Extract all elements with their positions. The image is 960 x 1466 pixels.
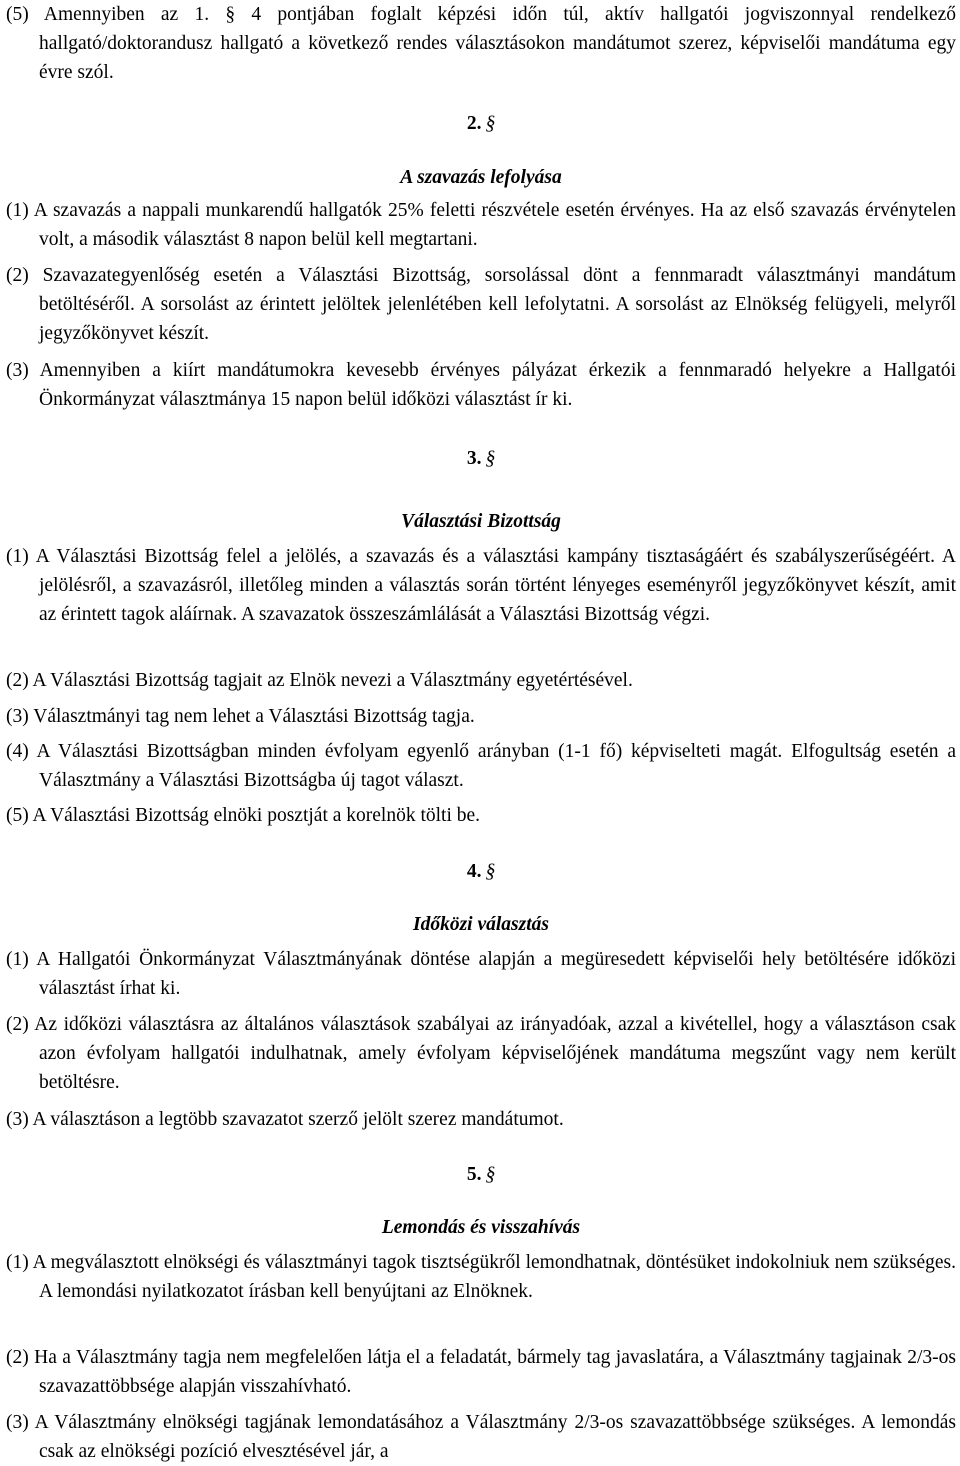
section-title: A szavazás lefolyása bbox=[400, 167, 562, 188]
paragraph: (2) Ha a Választmány tagja nem megfelelően látja el a feladatát, bármely tag javaslatára, a Választmány tagjainak 2/3-os szavazattöbbsége alapján visszahívható. bbox=[6, 1347, 956, 1397]
paragraph: (3) A Választmány elnökségi tagjának lemondatásához a Választmány 2/3-os szavazattöbbsége szükséges. A lemondás csak az elnökségi pozíció elvesztésével jár, a bbox=[6, 1412, 956, 1462]
paragraph: (2) Az időközi választásra az általános választások szabályai az irányadóak, azzal a kivétellel, hogy a választáson csak azon évfolyam hallgatói indulhatnak, amely évfolyam képviselőjének mandátuma megszűnt vagy nem került betöltésre. bbox=[6, 1014, 956, 1093]
paragraph: (3) Választmányi tag nem lehet a Választási Bizottság tagja. bbox=[6, 706, 475, 727]
section-number: 3. § bbox=[466, 448, 496, 469]
paragraph: (4) A Választási Bizottságban minden évfolyam egyenlő arányban (1-1 fő) képviselteti magát. Elfogultság esetén a Választmány a Választási Bizottságba új tagot választ. bbox=[6, 741, 956, 791]
paragraph: (5) A Választási Bizottság elnöki posztját a korelnök tölti be. bbox=[6, 805, 481, 826]
paragraph: (1) A Hallgatói Önkormányzat Választmányának döntése alapján a megüresedett képviselői hely betöltésére időközi választást írhat ki. bbox=[6, 949, 956, 999]
paragraph: (1) A megválasztott elnökségi és választmányi tagok tisztségükről lemondhatnak, döntésüket indokolniuk nem szükséges. A lemondási nyilatkozatot írásban kell benyújtani az Elnöknek. bbox=[6, 1252, 956, 1302]
paragraph: (2) Szavazategyenlőség esetén a Választási Bizottság, sorsolással dönt a fennmaradt választmányi mandátum betöltéséről. A sorsolást az érintett jelöltek jelenlétében kell lefolytatni. A sorsolást az Elnökség felügyeli, melyről jegyzőkönyvet készít. bbox=[6, 265, 956, 344]
paragraph: (3) A választáson a legtöbb szavazatot szerző jelölt szerez mandátumot. bbox=[6, 1109, 564, 1130]
section-sign-icon: § bbox=[485, 448, 496, 469]
paragraph: (3) Amennyiben a kiírt mandátumokra kevesebb érvényes pályázat érkezik a fennmaradó helyekre a Hallgatói Önkormányzat választmánya 15 napon belül időközi választást ír ki. bbox=[6, 360, 956, 410]
paragraph: (2) A Választási Bizottság tagjait az Elnök nevezi a Választmány egyetértésével. bbox=[6, 670, 633, 691]
section-sign-icon: § bbox=[485, 861, 496, 882]
section-number: 5. § bbox=[466, 1164, 496, 1185]
section-number: 2. § bbox=[466, 113, 496, 134]
section-number: 4. § bbox=[466, 861, 496, 882]
section-sign-icon: § bbox=[485, 113, 496, 134]
section-sign-icon: § bbox=[485, 1164, 496, 1185]
section-title: Lemondás és visszahívás bbox=[381, 1217, 581, 1238]
section-title: Időközi választás bbox=[413, 914, 549, 935]
section-title: Választási Bizottság bbox=[401, 511, 561, 532]
paragraph: (1) A szavazás a nappali munkarendű hallgatók 25% feletti részvétele esetén érvényes. Ha az első szavazás érvénytelen volt, a második választást 8 napon belül kell megtartani. bbox=[6, 200, 956, 250]
intro-paragraph: (5) Amennyiben az 1. § 4 pontjában foglalt képzési időn túl, aktív hallgatói jogviszonnyal rendelkező hallgató/doktorandusz hallgató a következő rendes választásokon mandátumot szerez, képviselői mandátuma egy évre szól. bbox=[6, 4, 956, 83]
paragraph: (1) A Választási Bizottság felel a jelölés, a szavazás és a választási kampány tisztaságáért és szabályszerűségéért. A jelölésről, a szavazásról, illetőleg minden a választás során történt lényeges eseményről jegyzőkönyvet készít, amit az érintett tagok aláírnak. A szavazatok összeszámlálását a Választási Bizottság végzi. bbox=[6, 546, 956, 625]
